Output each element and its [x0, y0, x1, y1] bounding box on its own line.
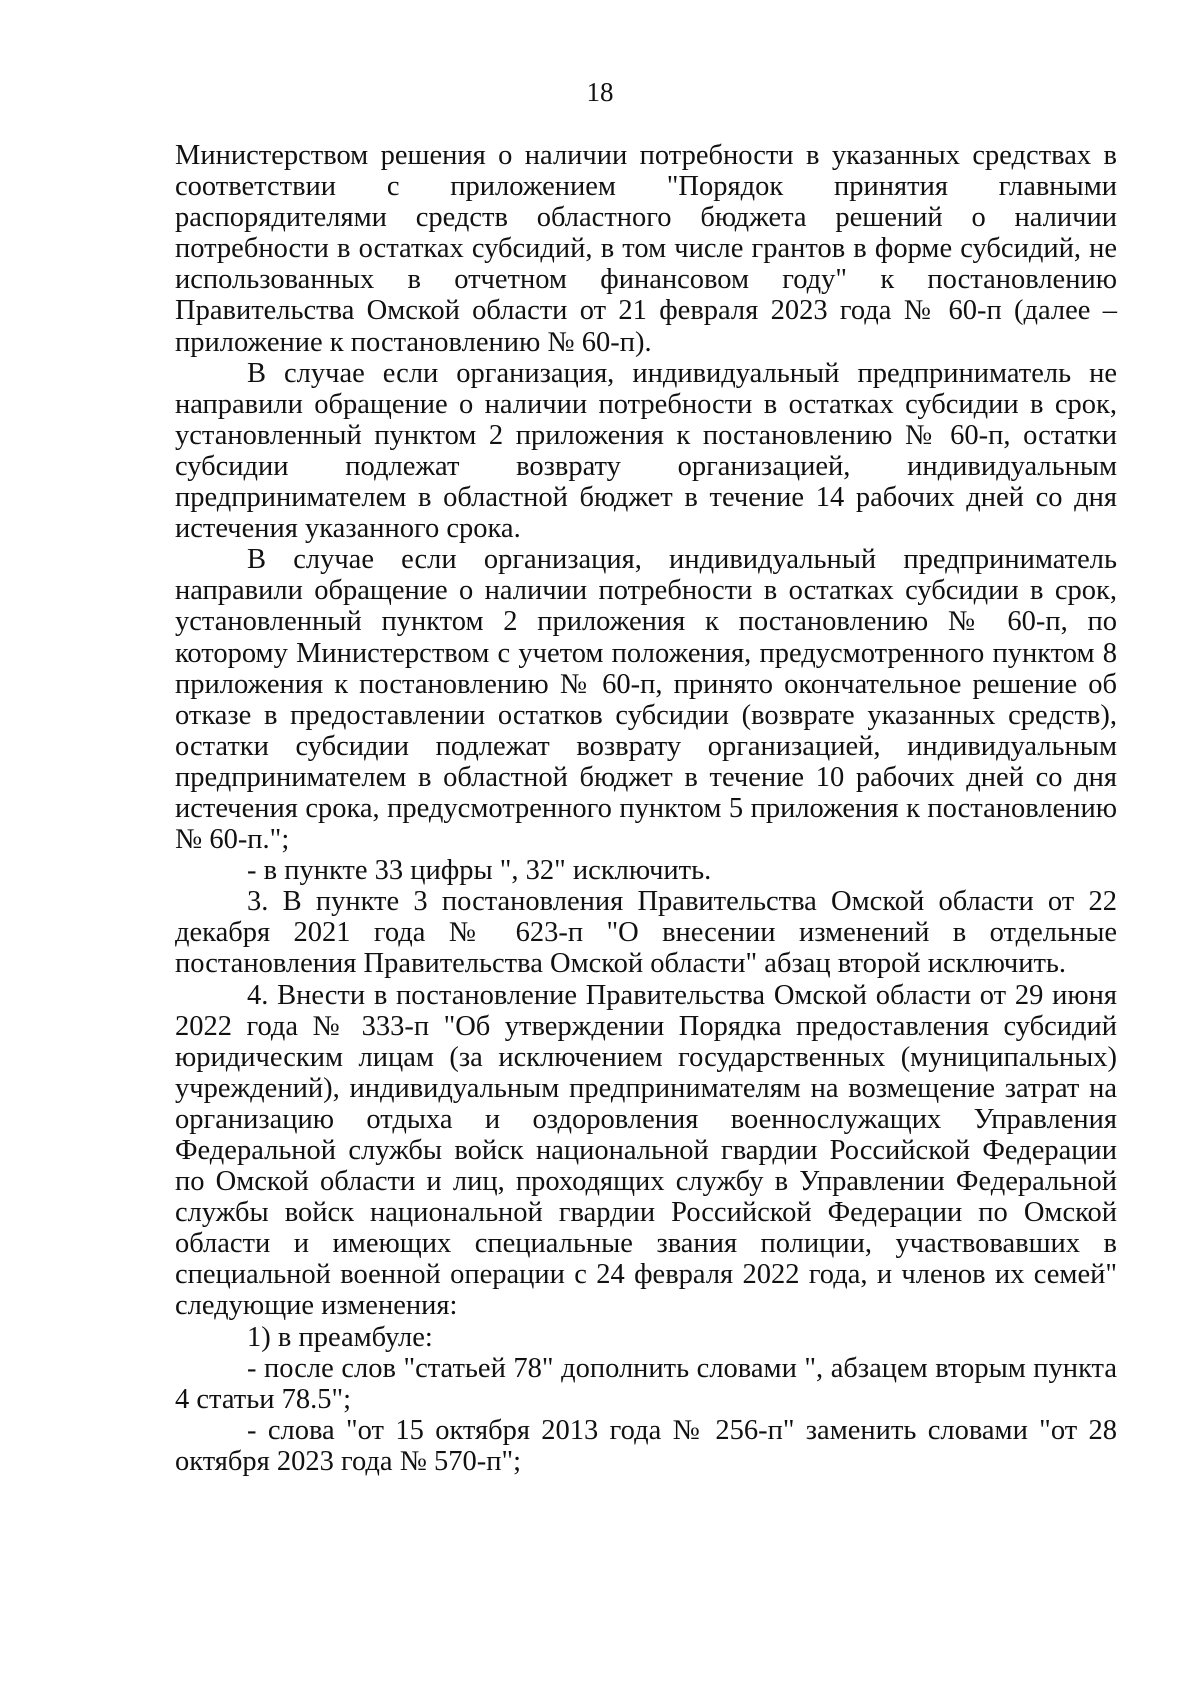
paragraph-preamble-change-2: - слова "от 15 октября 2013 года № 256-п" заменить словами "от 28 октября 2023 года № 570-п"; [175, 1414, 1117, 1477]
page-number: 18 [586, 77, 614, 107]
paragraph-clause-3: 3. В пункте 3 постановления Правительства Омской области от 22 декабря 2021 года № 623-п "О внесении изменений в отдельные постановления Правительства Омской области" абзац второй исключить. [175, 886, 1117, 980]
paragraph-continuation: Министерством решения о наличии потребности в указанных средствах в соответствии с приложением "Порядок принятия главными распорядителями средств областного бюджета решений о наличии потребности в остатках субсидий, в том числе грантов в форме субсидий, не использованных в отчетном финансовом году" к постановлению Правительства Омской области от 21 февраля 2023 года № 60-п (далее – приложение к постановлению № 60-п). [175, 140, 1117, 358]
paragraph-item-33: - в пункте 33 цифры ", 32" исключить. [247, 855, 712, 887]
paragraph-preamble-change-1: - после слов "статьей 78" дополнить словами ", абзацем вторым пункта 4 статьи 78.5"; [175, 1352, 1117, 1415]
paragraph-preamble-heading: 1) в преамбуле: [247, 1321, 433, 1353]
paragraph-subsidy-refusal: В случае если организация, индивидуальный предприниматель направили обращение о наличии потребности в остатках субсидии в срок, установленный пунктом 2 приложения к постановлению № 60-п, по которому Министерством с учетом положения, предусмотренного пунктом 8 приложения к постановлению № 60-п, принято окончательное решение об отказе в предоставлении остатков субсидии (возврате указанных средств), остатки субсидии подлежат возврату организацией, индивидуальным предпринимателем в областной бюджет в течение 10 рабочих дней со дня истечения срока, предусмотренного пунктом 5 приложения к постановлению № 60-п."; [175, 544, 1117, 856]
paragraph-clause-4: 4. Внести в постановление Правительства Омской области от 29 июня 2022 года № 333-п "Об утверждении Порядка предоставления субсидий юридическим лицам (за исключением государственных (муниципальных) учреждений), индивидуальным предпринимателям на возмещение затрат на организацию отдыха и оздоровления военнослужащих Управления Федеральной службы войск национальной гвардии Российской Федерации по Омской области и лиц, проходящих службу в Управлении Федеральной службы войск национальной гвардии Российской Федерации по Омской области и имеющих специальные звания полиции, участвовавших в специальной военной операции с 24 февраля 2022 года, и членов их семей" следующие изменения: [175, 979, 1117, 1322]
paragraph-subsidy-no-request: В случае если организация, индивидуальный предприниматель не направили обращение о наличии потребности в остатках субсидии в срок, установленный пунктом 2 приложения к постановлению № 60-п, остатки субсидии подлежат возврату организацией, индивидуальным предпринимателем в областной бюджет в течение 14 рабочих дней со дня истечения указанного срока. [175, 357, 1117, 545]
document-body [175, 140, 1117, 1477]
